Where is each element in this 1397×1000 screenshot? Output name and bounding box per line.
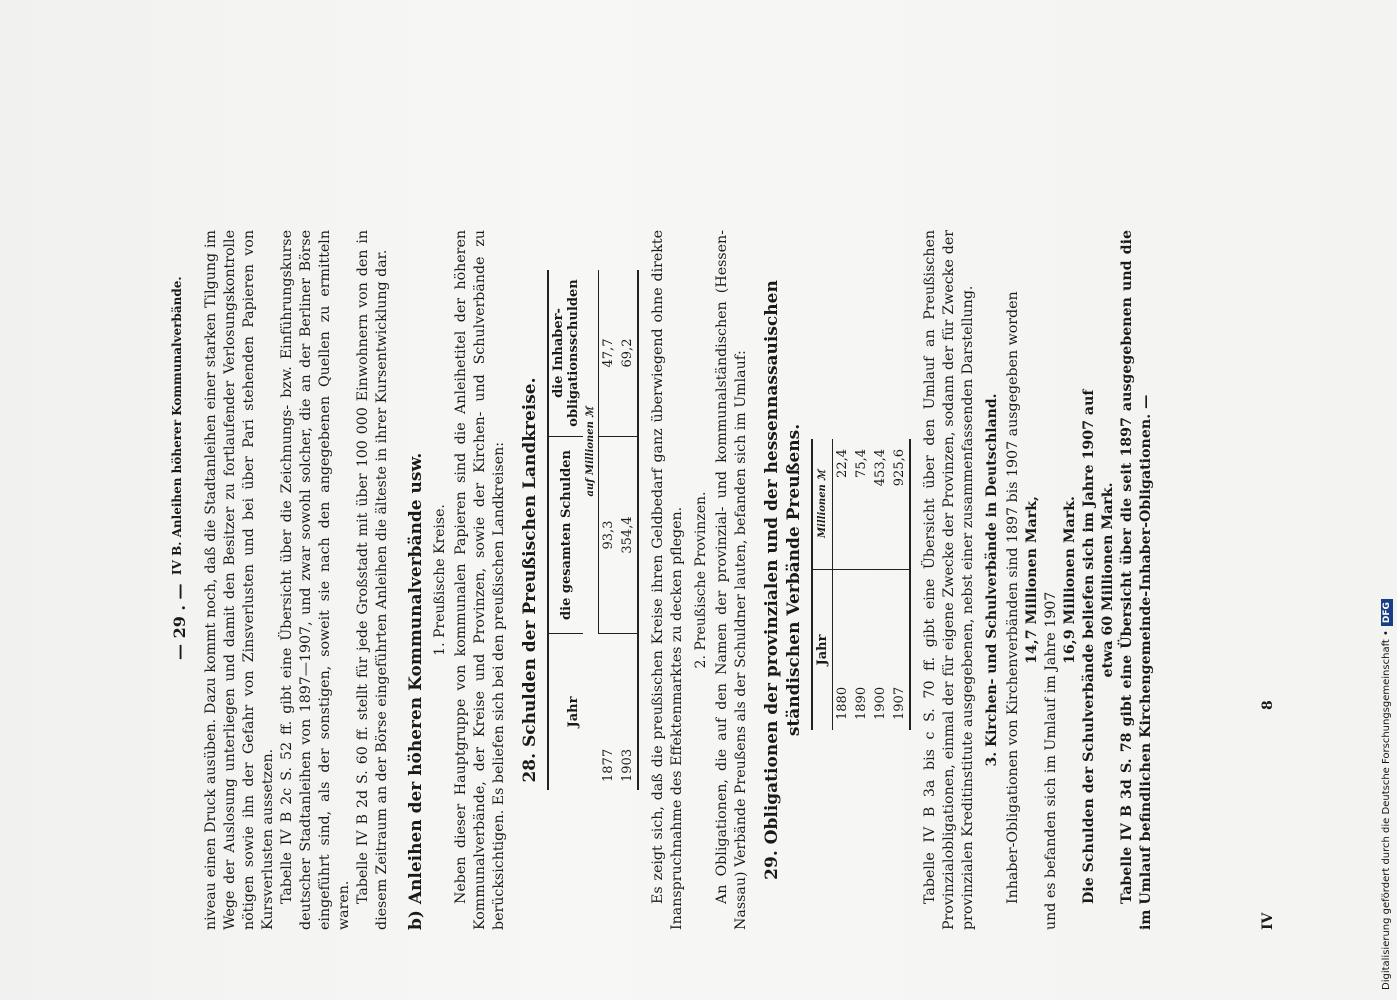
amount-line: etwa 60 Millionen Mark. <box>1100 482 1116 678</box>
cell-total: 93,3 <box>599 437 619 634</box>
paragraph: Inhaber-Obligationen von Kirchenverbänden sind 1897 bis 1907 ausgegeben worden <box>1005 291 1021 904</box>
table-row <box>833 439 853 730</box>
dfg-credit-text: Digitalisierung gefördert durch die Deutsche Forschungsgemeinschaft • <box>1381 630 1392 990</box>
table-28 <box>547 270 639 790</box>
cell-year: 1903 <box>620 748 635 782</box>
unit-label: auf Millionen ℳ <box>583 270 599 634</box>
paragraph: Die Schulden der Schulverbände beliefen sich im Jahre 1907 auf <box>1081 389 1097 904</box>
dfg-credit <box>1381 10 1395 990</box>
cell-value: 75,4 <box>852 439 871 570</box>
cell-year: 1880 <box>835 686 850 720</box>
cell-year: 1907 <box>892 686 907 720</box>
col-header-value: Millionen ℳ <box>812 439 833 570</box>
paragraph: Tabelle IV B 2d S. 60 ff. stellt für jede Großstadt mit über 100 000 Einwohnern von den in diesem Zeitraum an der Börse eingeführten Anleihen die älteste in ihrer Kursentwicklung dar. <box>355 230 390 930</box>
running-head <box>170 230 192 930</box>
table-row <box>871 439 890 730</box>
sheet-number: 8 <box>1260 700 1276 710</box>
table-row <box>599 270 619 790</box>
signature-mark: IV <box>1260 912 1276 930</box>
cell-year: 1890 <box>854 686 869 720</box>
table-29 <box>811 439 911 730</box>
section-heading: b) Anleihen der höheren Kommunalverbände usw. <box>406 452 426 930</box>
col-header-year: Jahr <box>812 570 833 731</box>
subsection-heading: 2. Preußische Provinzen. <box>693 491 709 669</box>
table-title: 29. Obligationen der provinzialen und der hessennassauischen ständischen Verbände Preußens. <box>762 280 804 880</box>
cell-total: 354,4 <box>618 437 638 634</box>
subsection-heading: 3. Kirchen- und Schulverbände in Deutschland. <box>984 393 1000 767</box>
paragraph: Tabelle IV B 2c S. 52 ff. gibt eine Übersicht über die Zeichnungs- bzw. Einführungskurse deutscher Stadtanleihen von 1897—1907, und zwar sowohl solcher, die an der Berliner Börse eingeführt sind, als der sonstigen, soweit sie nach den angegebenen Quellen zu ermitteln waren. <box>279 230 352 930</box>
cell-bearer: 47,7 <box>599 270 619 437</box>
table-title: 28. Schulden der Preußischen Landkreise. <box>520 377 540 783</box>
paragraph: und es befanden sich im Umlauf im Jahre 1907 <box>1043 591 1059 930</box>
paragraph: Es zeigt sich, daß die preußischen Kreise ihren Geldbedarf ganz überwiegend ohne direkte Inanspruchnahme des Effektenmarktes zu decken pflegen. <box>650 230 685 930</box>
dfg-credit-strip <box>1381 6 1395 996</box>
cell-year: 1900 <box>873 686 888 720</box>
running-title: IV B. Anleihen höherer Kommunalverbände. <box>170 276 184 575</box>
paragraph: Tabelle IV B 3a bis c S. 70 ff. gibt eine Übersicht über den Umlauf an Preußischen Provinzialobligationen, einmal der für eigene Zwecke der Provinzen, sodann der für Zwecke der provinzialen Kreditinstitute ausgegebenen, nebst einer zusammenfassenden Darstellung. <box>922 230 976 930</box>
amount-line: 16,9 Millionen Mark. <box>1062 496 1078 664</box>
col-header-year: Jahr <box>566 696 582 728</box>
col-header-bearer: die Inhaber-obligationsschulden <box>548 270 583 437</box>
paragraph: Tabelle IV B 3d S. 78 gibt eine Übersicht über die seit 1897 ausgegebenen und die im Umlauf befindlichen Kirchengemeinde-Inhaber-Obligationen. — <box>1119 230 1154 930</box>
amount-line: 14,7 Millionen Mark, <box>1024 496 1040 664</box>
subsection-heading: 1. Preußische Kreise. <box>432 504 448 656</box>
col-header-total: die gesamten Schulden <box>548 437 583 634</box>
paragraph: An Obligationen, die auf den Namen der provinzial- und kommunalständischen (Hessen-Nassau) Verbände Preußens als der Schuldner lauten, befanden sich im Umlauf: <box>714 230 749 930</box>
page-body <box>202 230 1156 930</box>
cell-value: 453,4 <box>871 439 890 570</box>
cell-bearer: 69,2 <box>618 270 638 437</box>
table-row <box>852 439 871 730</box>
paragraph: Neben dieser Hauptgruppe von kommunalen Papieren sind die Anleihetitel der höheren Kommunalverbände, der Kreise und Provinzen, sowie der Kirchen- und Schulverbände zu berücksichtigen. Es beliefen sich bei den preußischen Landkreisen: <box>453 230 507 930</box>
table-row <box>890 439 910 730</box>
cell-value: 925,6 <box>890 439 910 570</box>
page-number: — 29 . — <box>170 583 189 660</box>
dfg-logo-icon: DFG <box>1381 599 1393 626</box>
paragraph: niveau einen Druck ausüben. Dazu kommt noch, daß die Stadtanleihen einer starken Tilgung im Wege der Auslosung unterliegen und damit den Besitzer zu fortlaufender Verlosungskontrolle nötigen sowie ihn der Gefahr von Zinsverlusten und bei über Pari stehenden Papieren von Kursverlusten aussetzen. <box>203 230 276 930</box>
table-row <box>618 270 638 790</box>
cell-value: 22,4 <box>833 439 853 570</box>
rotated-page <box>170 230 1280 930</box>
document-page <box>170 230 1280 930</box>
cell-year: 1877 <box>600 748 616 782</box>
